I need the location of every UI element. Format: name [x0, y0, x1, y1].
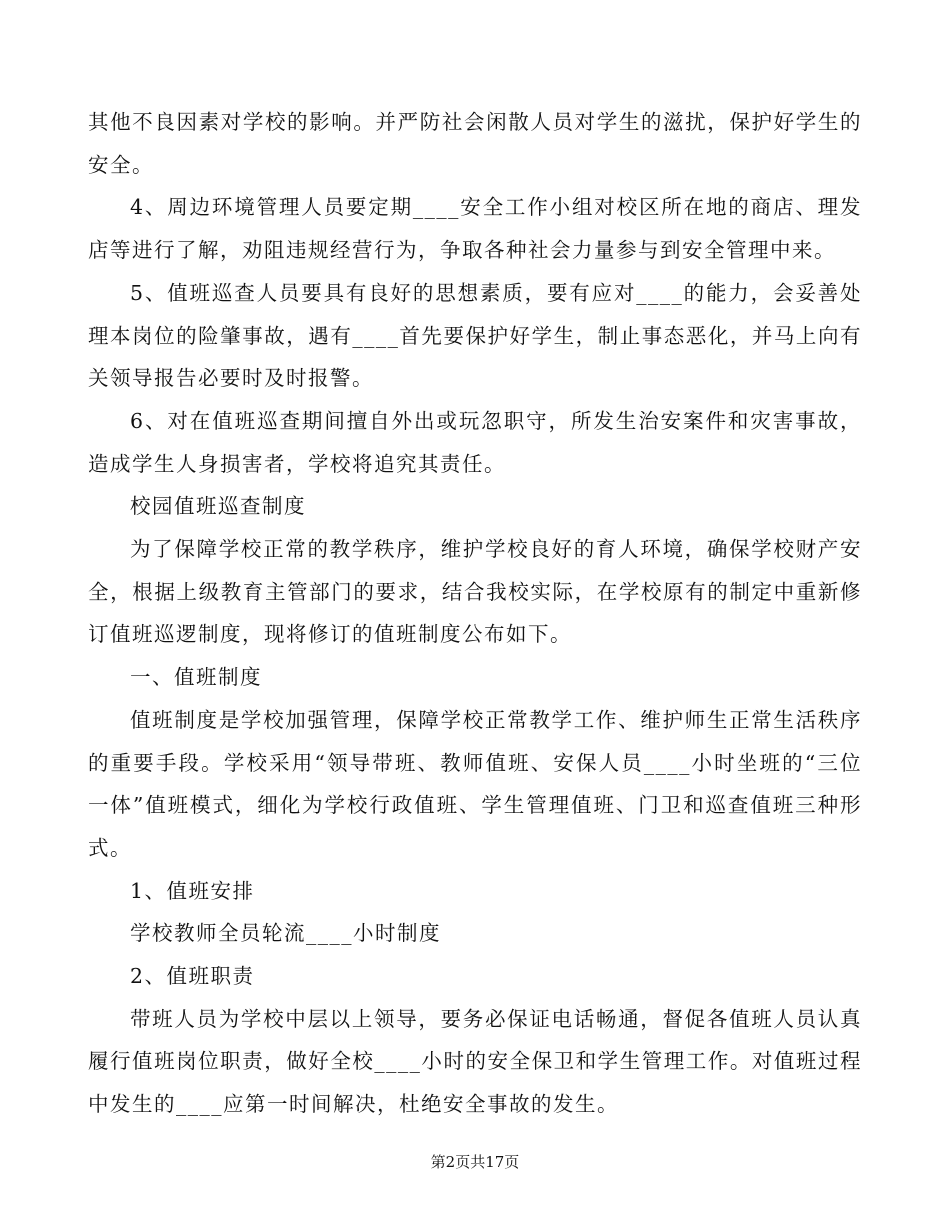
paragraph-8: 带班人员为学校中层以上领导，要务必保证电话畅通，督促各值班人员认真履行值班岗位职责，做好全校____小时的安全保卫和学生管理工作。对值班过程中发生的____应第一时间解决，杜绝安全事故的发生。 — [88, 1006, 862, 1117]
heading-duty-responsibilities: 2、值班职责 — [130, 964, 255, 989]
heading-duty-arrangement: 1、值班安排 — [130, 878, 255, 903]
document-body — [88, 101, 862, 1126]
section-title-patrol-system: 校园值班巡查制度 — [130, 494, 306, 519]
heading-duty-system: 一、值班制度 — [130, 665, 262, 690]
paragraph-7: 学校教师全员轮流____小时制度 — [130, 921, 441, 946]
paragraph-3: 5、值班巡查人员要具有良好的思想素质，要有应对____的能力，会妥善处理本岗位的险肇事故，遇有____首先要保护好学生，制止事态恶化，并马上向有关领导报告必要时及时报警。 — [88, 280, 862, 391]
paragraph-2: 4、周边环境管理人员要定期____安全工作小组对校区所在地的商店、理发店等进行了解，劝阻违规经营行为，争取各种社会力量参与到安全管理中来。 — [88, 195, 862, 263]
paragraph-5: 为了保障学校正常的教学秩序，维护学校良好的育人环境，确保学校财产安全，根据上级教育主管部门的要求，结合我校实际，在学校原有的制定中重新修订值班巡逻制度，现将修订的值班制度公布如下。 — [88, 537, 862, 647]
page-number-footer: 第2页共17页 — [430, 1153, 520, 1171]
paragraph-4: 6、对在值班巡查期间擅自外出或玩忽职守，所发生治安案件和灾害事故，造成学生人身损害者，学校将追究其责任。 — [88, 408, 862, 476]
paragraph-6: 值班制度是学校加强管理，保障学校正常教学工作、维护师生正常生活秩序的重要手段。学校采用“领导带班、教师值班、安保人员____小时坐班的“三位一体”值班模式，细化为学校行政值班、学生管理值班、门卫和巡查值班三种形式。 — [88, 707, 862, 860]
paragraph-1: 其他不良因素对学校的影响。并严防社会闲散人员对学生的滋扰，保护好学生的安全。 — [88, 110, 862, 177]
